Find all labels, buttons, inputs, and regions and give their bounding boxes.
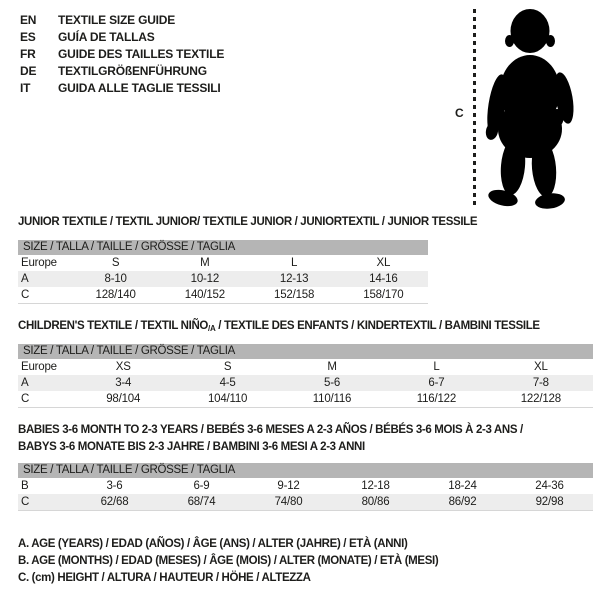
babies-size-table <box>18 463 593 511</box>
babies-table-title-line1: BABIES 3-6 MONTH TO 2-3 YEARS / BEBÉS 3-6 MESES A 2-3 AÑOS / BÉBÉS 3-6 MOIS À 2-3 ANS / <box>18 424 523 436</box>
cell: S <box>223 361 232 373</box>
cell: 18-24 <box>448 480 477 492</box>
cell: 86/92 <box>448 496 477 508</box>
lang-row-fr <box>20 46 224 63</box>
footnote-b: B. AGE (MONTHS) / EDAD (MESES) / ÂGE (MOIS) / ALTER (MONATE) / ETÀ (MESI) <box>18 555 439 567</box>
cell: 9-12 <box>277 480 300 492</box>
lang-label: GUÍA DE TALLAS <box>58 30 155 44</box>
cell: 12-13 <box>279 273 309 285</box>
lang-row-it <box>20 80 224 97</box>
footnote-a: A. AGE (YEARS) / EDAD (AÑOS) / ÂGE (ANS) / ALTER (JAHRE) / ETÀ (ANNI) <box>18 538 408 550</box>
cell: 152/158 <box>274 289 315 301</box>
lang-label: TEXTILE SIZE GUIDE <box>58 13 176 27</box>
footnotes <box>18 536 438 587</box>
table-row-height <box>18 287 428 303</box>
lang-row-de <box>20 63 224 80</box>
table-row-age <box>18 375 593 391</box>
cell: M <box>327 361 337 373</box>
children-table-title <box>18 319 540 336</box>
table-row-age-months <box>18 478 593 494</box>
size-header-bar: SIZE / TALLA / TAILLE / GRÖSSE / TAGLIA <box>18 240 428 255</box>
lang-code: ES <box>20 30 36 44</box>
cell: 140/152 <box>184 289 225 301</box>
height-measure-dashed-line <box>473 9 476 207</box>
lang-code: IT <box>20 81 31 95</box>
cell: 74/80 <box>274 496 303 508</box>
row-label: C <box>21 393 30 405</box>
lang-label: GUIDE DES TAILLES TEXTILE <box>58 47 225 61</box>
footnote-c: C. (cm) HEIGHT / ALTURA / HAUTEUR / HÖHE / ALTEZZA <box>18 572 311 584</box>
cell: 4-5 <box>219 377 236 389</box>
lang-label: GUIDA ALLE TAGLIE TESSILI <box>58 81 221 95</box>
cell: L <box>291 257 298 269</box>
row-label: C <box>21 496 30 508</box>
cell: 80/86 <box>361 496 390 508</box>
table-row-height <box>18 494 593 510</box>
table-row-height <box>18 391 593 407</box>
lang-row-en <box>20 12 224 29</box>
table-row-europe <box>18 359 593 375</box>
cell: 6-7 <box>428 377 445 389</box>
cell: 10-12 <box>190 273 220 285</box>
cell: 3-4 <box>115 377 132 389</box>
lang-row-es <box>20 29 224 46</box>
cell: 104/110 <box>207 393 248 405</box>
lang-label: TEXTILGRÖßENFÜHRUNG <box>58 64 207 78</box>
cell: 6-9 <box>193 480 210 492</box>
row-label: C <box>21 289 30 301</box>
size-header-bar: SIZE / TALLA / TAILLE / GRÖSSE / TAGLIA <box>18 463 593 478</box>
row-label: B <box>21 480 29 492</box>
cell: 68/74 <box>187 496 216 508</box>
cell: M <box>200 257 210 269</box>
baby-silhouette-icon <box>480 5 580 210</box>
title-text: CHILDREN'S TEXTILE / TEXTIL NIÑO <box>18 320 209 332</box>
cell: 3-6 <box>106 480 123 492</box>
row-label: Europe <box>21 361 57 373</box>
cell: 110/116 <box>312 393 352 405</box>
row-label: Europe <box>21 257 57 269</box>
language-legend <box>20 12 224 97</box>
title-subscript: /A <box>208 324 216 333</box>
lang-code: EN <box>20 13 37 27</box>
table-row-europe <box>18 255 428 271</box>
babies-table-title-line2: BABYS 3-6 MONATE BIS 2-3 JAHRE / BAMBINI 3-6 MESI A 2-3 ANNI <box>18 441 365 453</box>
cell: XS <box>115 361 131 373</box>
cell: 116/122 <box>416 393 457 405</box>
cell: 14-16 <box>369 273 398 285</box>
cell: 98/104 <box>106 393 141 405</box>
cell: 12-18 <box>361 480 390 492</box>
cell: 5-6 <box>324 377 341 389</box>
cell: 62/68 <box>100 496 129 508</box>
cell: 122/128 <box>520 393 561 405</box>
children-size-table <box>18 344 593 408</box>
cell: 128/140 <box>95 289 136 301</box>
height-measure-label: C <box>455 106 464 120</box>
junior-table-title: JUNIOR TEXTILE / TEXTIL JUNIOR/ TEXTILE JUNIOR / JUNIORTEXTIL / JUNIOR TESSILE <box>18 216 478 228</box>
row-label: A <box>21 273 29 285</box>
cell: 158/170 <box>363 289 404 301</box>
cell: L <box>433 361 440 373</box>
lang-code: DE <box>20 64 37 78</box>
title-text: / TEXTILE DES ENFANTS / KINDERTEXTIL / BAMBINI TESSILE <box>215 320 540 332</box>
cell: 92/98 <box>535 496 564 508</box>
cell: 7-8 <box>532 377 549 389</box>
cell: S <box>111 257 120 269</box>
cell: 24-36 <box>535 480 564 492</box>
junior-size-table <box>18 240 428 304</box>
cell: 8-10 <box>104 273 127 285</box>
cell: XL <box>533 361 548 373</box>
lang-code: FR <box>20 47 36 61</box>
table-row-age <box>18 271 428 287</box>
size-header-bar: SIZE / TALLA / TAILLE / GRÖSSE / TAGLIA <box>18 344 593 359</box>
cell: XL <box>376 257 391 269</box>
row-label: A <box>21 377 29 389</box>
